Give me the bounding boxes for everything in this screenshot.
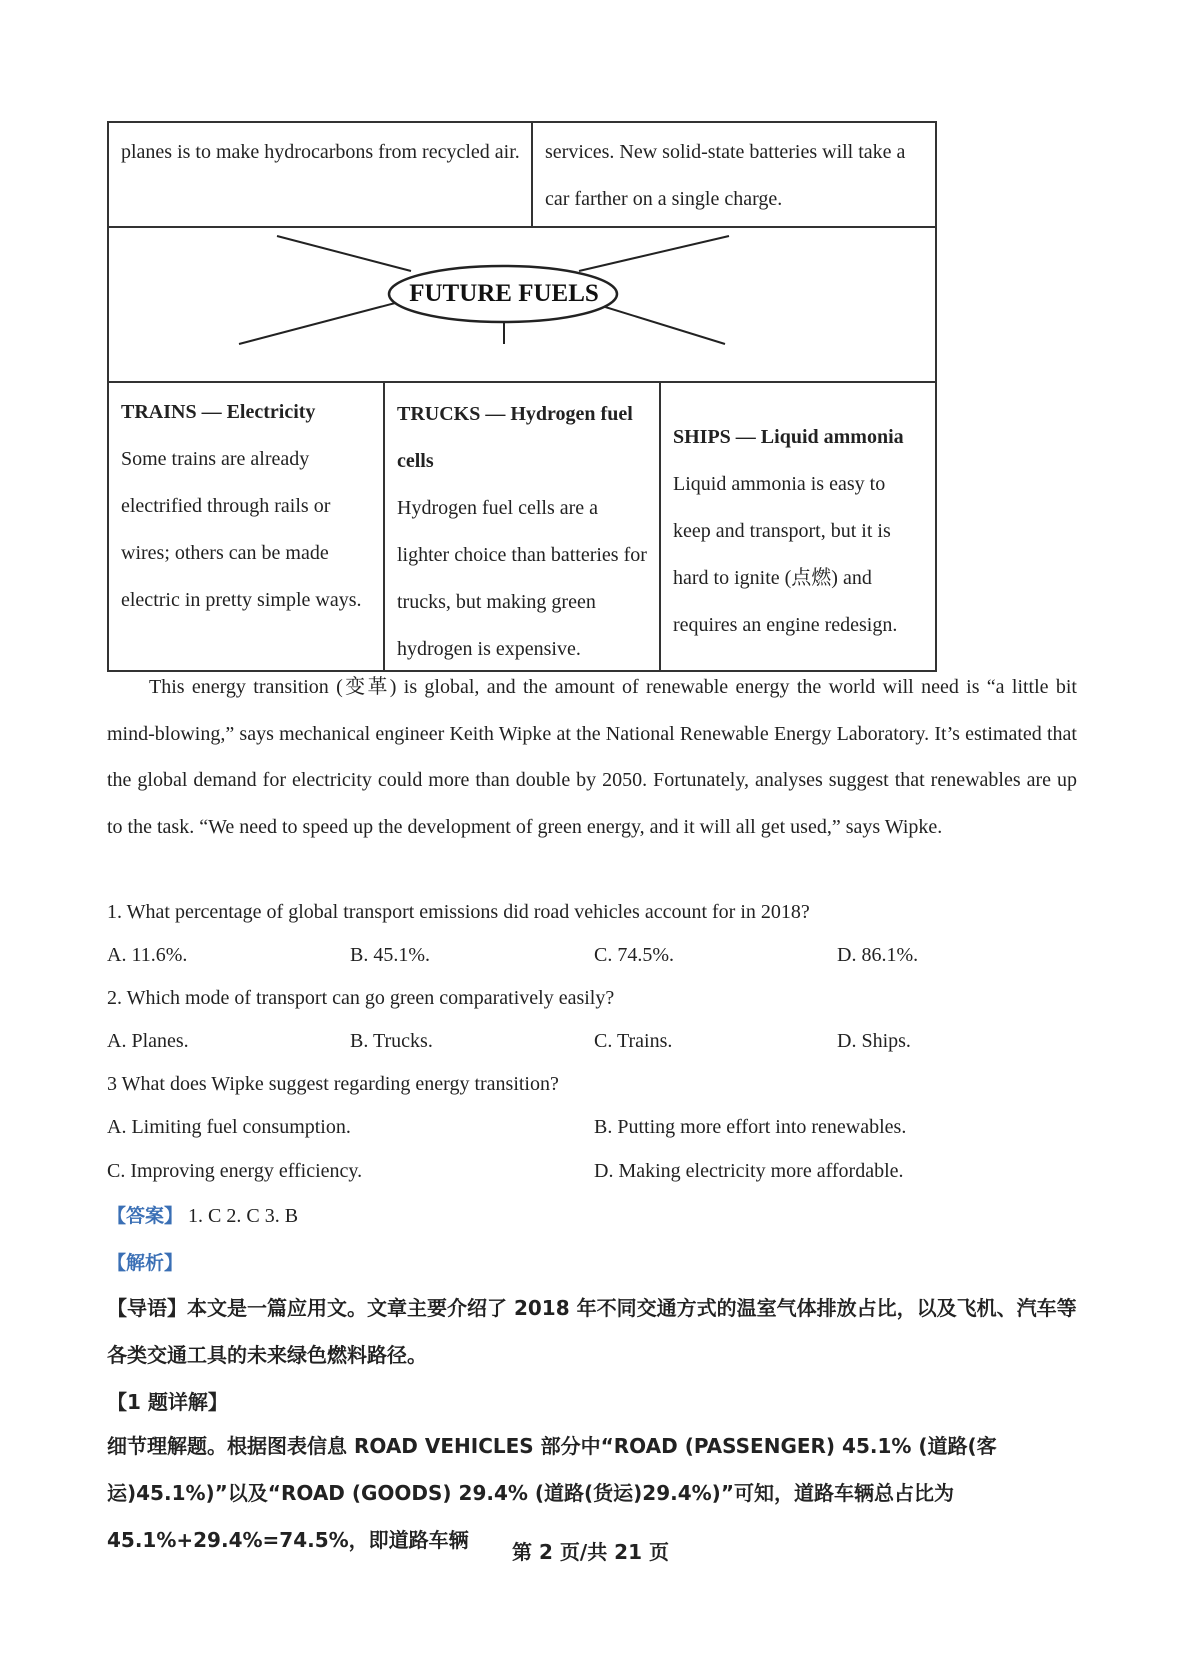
energy-transition-paragraph: This energy transition (变革) is global, and the amount of renewable energy the world will need is “a little bit mind-blowing,” says mechanical engineer Keith Wipke at the National Renewable Energy Laboratory. It’s estimated that the global demand for electricity could more than double by 2050. Fortunately, analyses suggest that renewables are up to the task. “We need to speed up the development of green energy, and it will all get used,” says Wipke. xyxy=(107,676,1077,838)
ships-text: Liquid ammonia is easy to keep and transport, but it is hard to ignite (点燃) and requires an engine redesign. xyxy=(673,473,898,636)
q1-option-b: B. 45.1%. xyxy=(350,944,430,966)
q2-option-d: D. Ships. xyxy=(837,1030,911,1052)
detail-label: 【1 题详解】 xyxy=(107,1390,228,1414)
table-cell-cars-cont: services. New solid-state batteries will take a car farther on a single charge. xyxy=(545,141,906,210)
question-3: 3 What does Wipke suggest regarding energy transition? xyxy=(107,1073,559,1095)
answer-text: 1. C 2. C 3. B xyxy=(188,1205,299,1227)
q1-option-a: A. 11.6%. xyxy=(107,944,188,966)
detail-text: 细节理解题。根据图表信息 ROAD VEHICLES 部分中“ROAD (PASSENGER) 45.1% (道路(客运)45.1%)”以及“ROAD (GOODS) 29.4% (道路(货运)29.4%)”可知，道路车辆总占比为 45.1%+29.4%=74.5%，即道路车辆 xyxy=(107,1434,997,1552)
ships-column xyxy=(661,381,935,670)
q3-option-a: A. Limiting fuel consumption. xyxy=(107,1116,351,1138)
table-cell-planes-cont: planes is to make hydrocarbons from recycled air. xyxy=(109,123,533,226)
q3-option-c: C. Improving energy efficiency. xyxy=(107,1160,363,1182)
future-fuels-label: FUTURE FUELS xyxy=(409,280,599,307)
answer-line xyxy=(107,1202,298,1230)
trains-text: Some trains are already electrified through rails or wires; others can be made electric in pretty simple ways. xyxy=(121,448,362,611)
analysis-label xyxy=(107,1248,183,1275)
table-top-row xyxy=(107,121,937,228)
q2-option-a: A. Planes. xyxy=(107,1030,189,1052)
question-1: 1. What percentage of global transport emissions did road vehicles account for in 2018? xyxy=(107,901,810,923)
answer-label: 【答案】 xyxy=(107,1205,184,1227)
question-2: 2. Which mode of transport can go green comparatively easily? xyxy=(107,987,615,1009)
fuel-columns xyxy=(107,381,937,672)
q3-option-b: B. Putting more effort into renewables. xyxy=(594,1116,907,1138)
intro-text: 本文是一篇应用文。文章主要介绍了 2018 年不同交通方式的温室气体排放占比，以及飞机、汽车等各类交通工具的未来绿色燃料路径。 xyxy=(107,1296,1077,1367)
q2-option-b: B. Trucks. xyxy=(350,1030,433,1052)
analysis-label-text: 【解析】 xyxy=(107,1252,184,1274)
ships-heading: SHIPS — Liquid ammonia xyxy=(673,426,904,448)
q3-option-d: D. Making electricity more affordable. xyxy=(594,1160,904,1182)
q2-option-c: C. Trains. xyxy=(594,1030,673,1052)
page-footer xyxy=(0,1536,1181,1565)
trucks-text: Hydrogen fuel cells are a lighter choice than batteries for trucks, but making green hydrogen is expensive. xyxy=(397,497,647,660)
q1-option-c: C. 74.5%. xyxy=(594,944,674,966)
intro-paragraph xyxy=(107,1285,1082,1379)
q1-option-d: D. 86.1%. xyxy=(837,944,919,966)
trucks-column xyxy=(385,381,661,670)
trains-heading: TRAINS — Electricity xyxy=(121,401,316,423)
page-number: 第 2 页/共 21 页 xyxy=(512,1540,669,1564)
trains-column xyxy=(109,381,385,670)
intro-label: 【导语】 xyxy=(107,1296,187,1320)
trucks-heading: TRUCKS — Hydrogen fuel cells xyxy=(397,403,633,472)
future-fuels-diagram xyxy=(107,226,937,383)
